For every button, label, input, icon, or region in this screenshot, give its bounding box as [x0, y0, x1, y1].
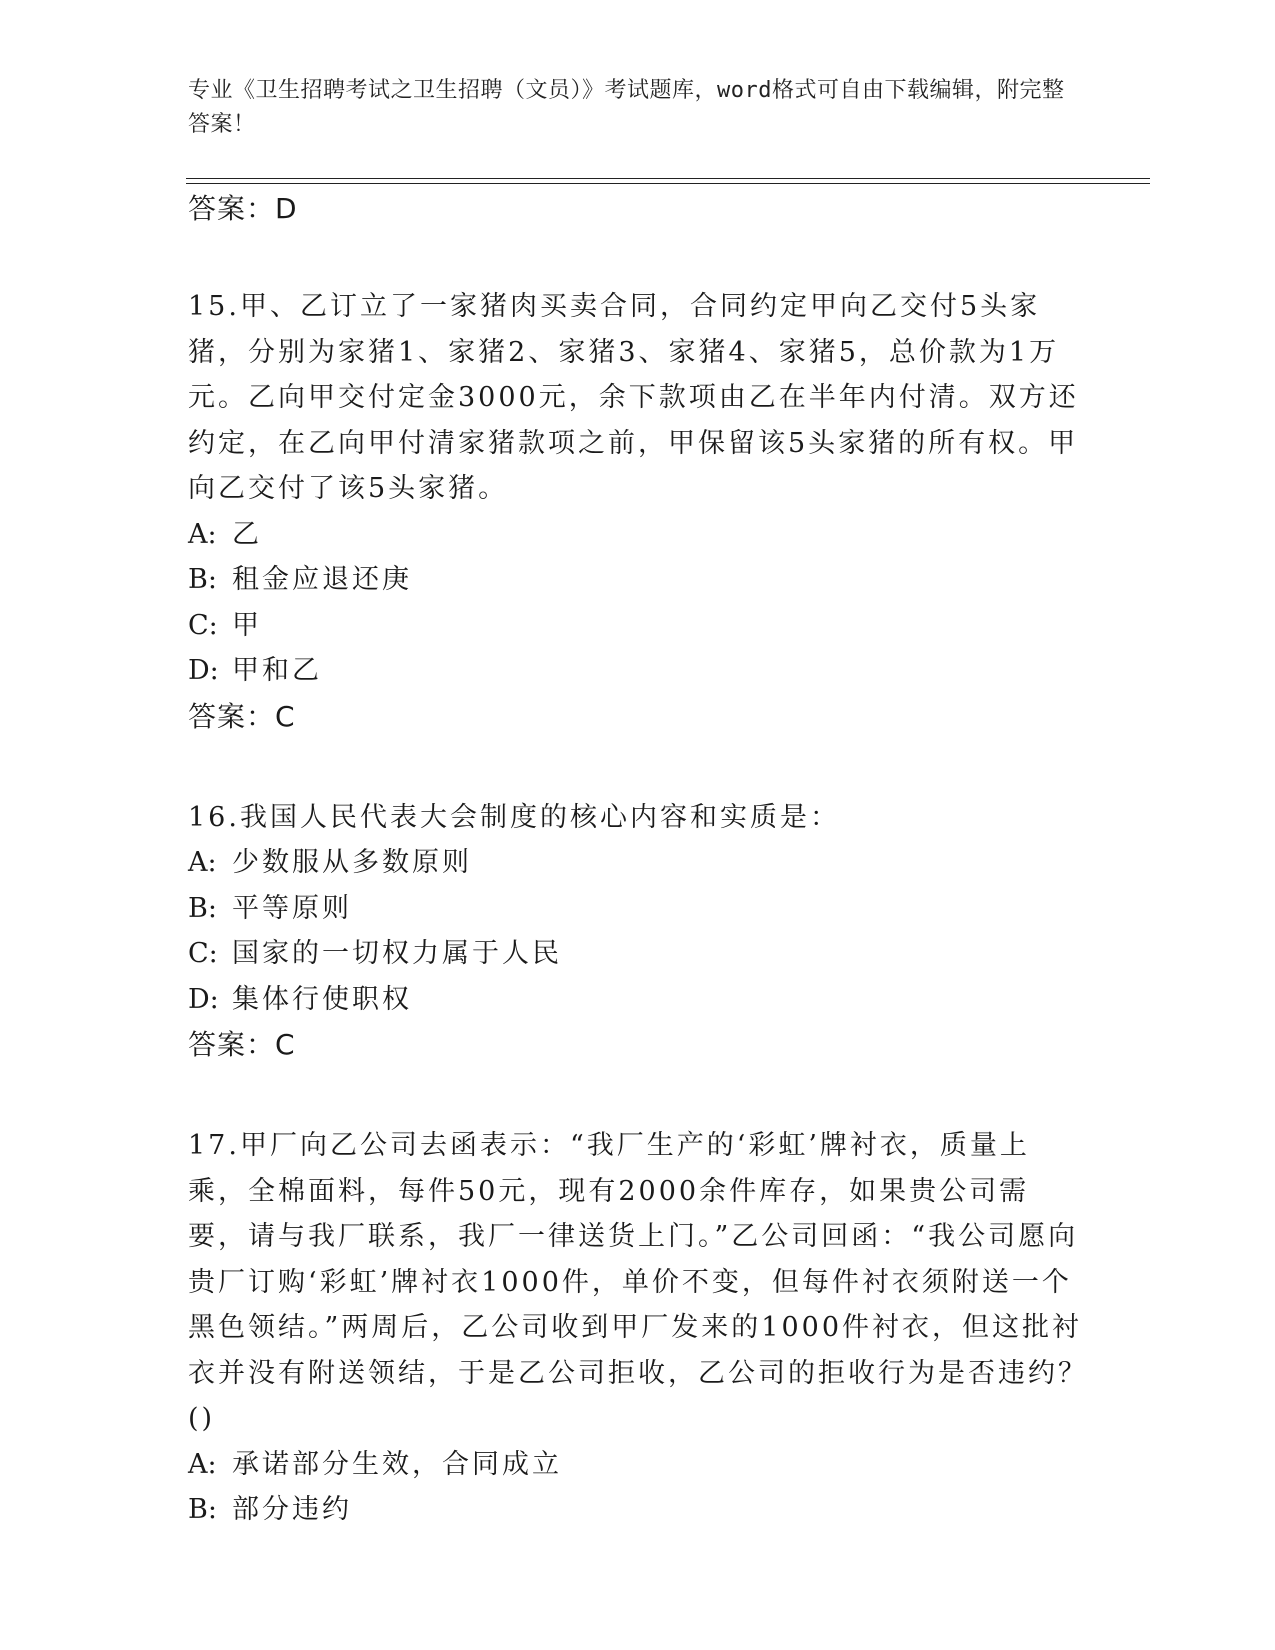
option-a [188, 840, 1088, 886]
option-letter: D: [188, 983, 219, 1015]
option-text: 甲 [232, 609, 262, 641]
option-text: 承诺部分生效，合同成立 [232, 1448, 562, 1480]
option-letter: A: [188, 518, 217, 550]
question-content [188, 186, 1088, 1533]
question-16 [188, 795, 1088, 1069]
option-text: 租金应退还庚 [232, 564, 412, 595]
option-c [188, 931, 1088, 977]
option-text: 国家的一切权力属于人民 [232, 938, 562, 969]
option-letter: A: [188, 1448, 217, 1480]
question-15 [188, 284, 1088, 740]
option-text: 乙 [232, 518, 262, 550]
answer-line: 答案：D [188, 192, 298, 225]
header-rule-bottom [186, 183, 1150, 184]
option-b [188, 886, 1088, 932]
header-rule-top [186, 178, 1150, 179]
option-text: 少数服从多数原则 [232, 847, 472, 878]
answer-line: 答案：C [188, 699, 296, 733]
option-letter: C: [188, 938, 218, 969]
option-text: 甲和乙 [232, 655, 322, 686]
option-letter: D: [188, 655, 219, 686]
option-text: 平等原则 [232, 892, 352, 924]
option-text: 部分违约 [232, 1494, 352, 1525]
document-header: 专业《卫生招聘考试之卫生招聘（文员）》考试题库，word格式可自由下载编辑，附完整答案！ [188, 78, 1065, 137]
answer-line: 答案：C [188, 1028, 296, 1061]
option-a [188, 512, 1088, 558]
option-letter: B: [188, 564, 217, 595]
option-letter: A: [188, 847, 217, 878]
option-letter: B: [188, 1494, 217, 1525]
option-b [188, 557, 1088, 603]
option-d [188, 648, 1088, 694]
question-stem: 17.甲厂向乙公司去函表示：“我厂生产的‘彩虹’牌衬衣，质量上乘，全棉面料，每件50元，现有2000余件库存，如果贵公司需要，请与我厂联系，我厂一律送货上门。”乙公司回函：“我公司愿向贵厂订购‘彩虹’牌衬衣1000件，单价不变，但每件衬衣须附送一个黑色领结。”两周后，乙公司收到甲厂发来的1000件衬衣，但这批衬衣并没有附送领结，于是乙公司拒收，乙公司的拒收行为是否违约？() [188, 1130, 1088, 1434]
question-stem: 15.甲、乙订立了一家猪肉买卖合同，合同约定甲向乙交付5头家猪，分别为家猪1、家猪2、家猪3、家猪4、家猪5，总价款为1万元。乙向甲交付定金3000元，余下款项由乙在半年内付清。双方还约定，在乙向甲付清家猪款项之前，甲保留该5头家猪的所有权。甲向乙交付了该5头家猪。 [188, 291, 1079, 504]
question-17 [188, 1123, 1088, 1533]
option-letter: B: [188, 892, 217, 924]
option-text: 集体行使职权 [232, 983, 412, 1015]
option-a [188, 1442, 1088, 1488]
option-letter: C: [188, 609, 218, 641]
option-c [188, 603, 1088, 649]
option-d [188, 977, 1088, 1023]
option-b [188, 1487, 1088, 1533]
question-stem: 16.我国人民代表大会制度的核心内容和实质是： [188, 801, 840, 833]
